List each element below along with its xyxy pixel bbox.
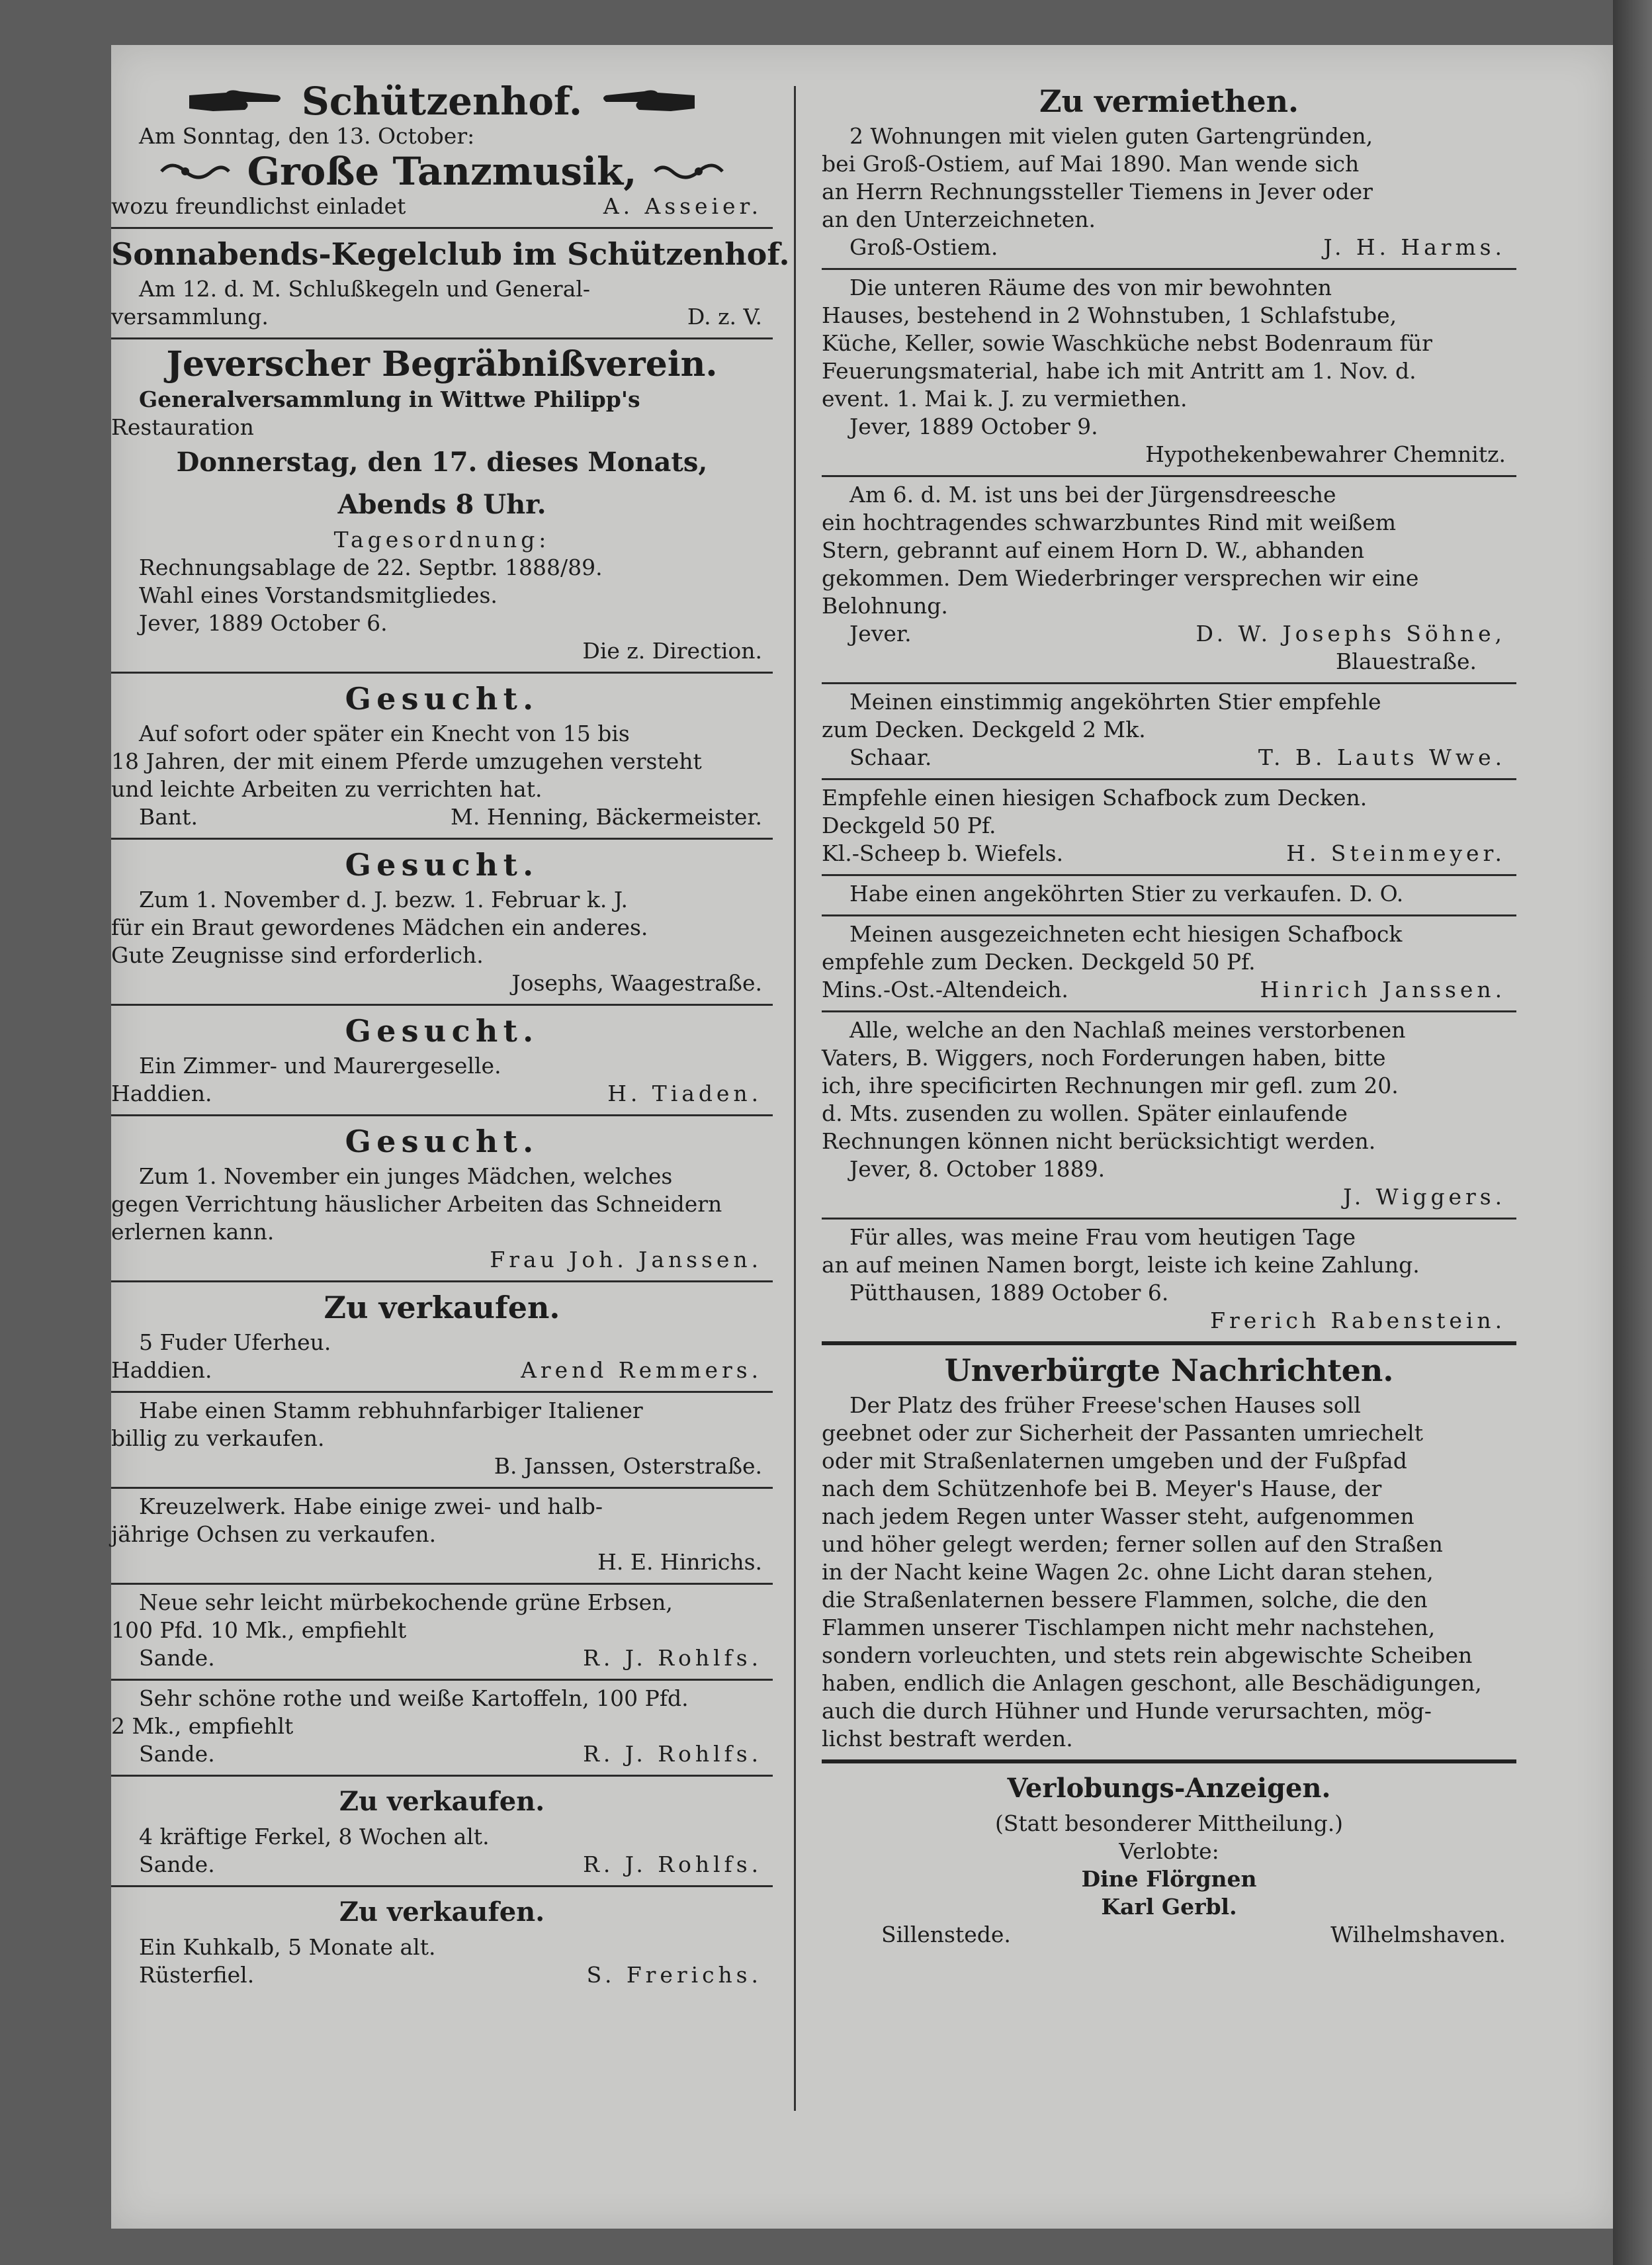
- erbsen-place: Sande.: [139, 1645, 215, 1671]
- gesucht-title: Gesucht.: [345, 681, 539, 717]
- rind-signature: D. W. Josephs Söhne,: [1196, 621, 1506, 646]
- nachrichten-line: nach dem Schützenhofe bei B. Meyer's Hause, der: [822, 1476, 1382, 1501]
- nachrichten-line: nach jedem Regen unter Wasser steht, aufgenommen: [822, 1503, 1414, 1529]
- gesucht-line: Zum 1. November d. J. bezw. 1. Februar k. J.: [139, 887, 628, 912]
- gesucht-place: Bant.: [139, 804, 198, 830]
- vermiethen-signature-row: [822, 234, 1516, 261]
- rind-line: Am 6. d. M. ist uns bei der Jürgensdreesche: [849, 482, 1336, 508]
- schuetzenhof-event: Große Tanzmusik,: [247, 149, 637, 194]
- verkaufen-signature: R. J. Rohlfs.: [583, 1851, 762, 1877]
- rind-line: gekommen. Dem Wiederbringer versprechen wir eine: [822, 565, 1419, 591]
- ad-stier: [822, 684, 1516, 780]
- nachrichten-line: haben, endlich die Anlagen geschont, alle Beschädigungen,: [822, 1670, 1482, 1696]
- nachrichten-line: oder mit Straßenlaternen umgeben und der Fußpfad: [822, 1448, 1407, 1474]
- ad-italiener: [111, 1393, 773, 1489]
- gesucht-line: gegen Verrichtung häuslicher Arbeiten das Schneidern: [111, 1191, 722, 1217]
- kegelclub-line: Am 12. d. M. Schlußkegeln und General-: [139, 276, 591, 302]
- schafbock-signature-row: [822, 840, 1516, 867]
- ad-erbsen: [111, 1585, 773, 1681]
- vermiethen-line: an Herrn Rechnungssteller Tiemens in Jever oder: [822, 179, 1373, 204]
- pointing-hand-left-icon: [598, 86, 697, 116]
- kegelclub-line: versammlung.: [111, 304, 269, 330]
- verkaufen-title: Zu verkaufen.: [324, 1290, 560, 1325]
- verkaufen-place: Sande.: [139, 1851, 215, 1877]
- rind-signature-row: [822, 620, 1516, 648]
- raeume-line: Küche, Keller, sowie Waschküche nebst Bodenraum für: [822, 330, 1432, 356]
- schuetzenhof-date: Am Sonntag, den 13. October:: [139, 123, 475, 149]
- verlobung-subtitle: (Statt besonderer Mittheilung.): [994, 1810, 1344, 1836]
- verkaufen-line: 5 Fuder Uferheu.: [139, 1329, 331, 1355]
- kartoffeln-line: Sehr schöne rothe und weiße Kartoffeln, 100 Pfd.: [139, 1685, 689, 1711]
- nachlass-line: Alle, welche an den Nachlaß meines verstorbenen: [849, 1017, 1406, 1043]
- ad-schafbock-steinmeyer: [822, 780, 1516, 876]
- gesucht-signature: H. Tiaden.: [607, 1081, 762, 1106]
- begraebnis-agenda-label: Tagesordnung:: [333, 527, 550, 553]
- ad-verkaufen-ferkel: [111, 1777, 773, 1887]
- raeume-line: Hauses, bestehend in 2 Wohnstuben, 1 Schlafstube,: [822, 302, 1397, 328]
- schafbock-signature: H. Steinmeyer.: [1286, 840, 1506, 866]
- column-divider: [794, 86, 796, 2111]
- verkaufen-signature: Arend Remmers.: [521, 1357, 762, 1383]
- gesucht-signature: Josephs, Waagestraße.: [511, 970, 762, 996]
- nachlass-line: Vaters, B. Wiggers, noch Forderungen haben, bitte: [822, 1045, 1386, 1071]
- verlobung-title: Verlobungs-Anzeigen.: [1007, 1773, 1331, 1804]
- schuetzenhof-invite: wozu freundlichst einladet: [111, 193, 406, 219]
- gesucht-place: Haddien.: [111, 1081, 212, 1106]
- zahlung-signature: Frerich Rabenstein.: [1210, 1308, 1506, 1333]
- begraebnis-line: Restauration: [111, 414, 254, 440]
- verlobung-name: Dine Flörgnen: [1081, 1866, 1257, 1892]
- nachrichten-line: sondern vorleuchten, und stets rein abgewischte Scheiben: [822, 1642, 1473, 1668]
- schafbock-line: empfehle zum Decken. Deckgeld 50 Pf.: [822, 949, 1256, 975]
- vermiethen-line: an den Unterzeichneten.: [822, 206, 1096, 232]
- ad-gesucht-schneidern: [111, 1116, 773, 1282]
- ad-kegelclub: [111, 229, 790, 339]
- schuetzenhof-event-row: [111, 150, 773, 193]
- schafbock-line: Empfehle einen hiesigen Schafbock zum Decken.: [822, 785, 1368, 811]
- begraebnis-date: Donnerstag, den 17. dieses Monats,: [176, 447, 708, 478]
- gesucht-line: Auf sofort oder später ein Knecht von 15 bis: [139, 721, 630, 746]
- ad-schuetzenhof: [111, 76, 773, 229]
- nachlass-line: Jever, 8. October 1889.: [849, 1156, 1106, 1182]
- ad-stier-verkaufen: [822, 876, 1516, 916]
- gesucht-line: erlernen kann.: [111, 1219, 275, 1245]
- verlobung-name: Karl Gerbl.: [1101, 1894, 1237, 1920]
- vermiethen-line: bei Groß-Ostiem, auf Mai 1890. Man wende sich: [822, 151, 1360, 177]
- verkaufen-place: Haddien.: [111, 1357, 212, 1383]
- nachlass-line: Rechnungen können nicht berücksichtigt werden.: [822, 1128, 1376, 1154]
- verlobung-place: Sillenstede.: [881, 1922, 1011, 1947]
- nachrichten-line: und höher gelegt werden; ferner sollen auf den Straßen: [822, 1531, 1443, 1557]
- gesucht-signature: M. Henning, Bäckermeister.: [451, 804, 762, 830]
- nachrichten-line: Der Platz des früher Freese'schen Hauses soll: [849, 1392, 1361, 1418]
- pointing-hand-right-icon: [187, 86, 286, 116]
- erbsen-line: 100 Pfd. 10 Mk., empfiehlt: [111, 1617, 407, 1643]
- stier-signature-row: [822, 744, 1516, 772]
- nachrichten-line: lichst bestraft werden.: [822, 1726, 1073, 1752]
- schuetzenhof-signature-row: [111, 193, 773, 220]
- ad-vermiethen-wohnungen: [822, 76, 1516, 270]
- vermiethen-place: Groß-Ostiem.: [849, 234, 998, 260]
- gesucht-signature: Frau Joh. Janssen.: [490, 1247, 762, 1272]
- verlobung-places-row: [822, 1921, 1516, 1949]
- raeume-line: event. 1. Mai k. J. zu vermiethen.: [822, 386, 1188, 412]
- ad-gesucht-knecht: [111, 674, 773, 840]
- kartoffeln-line: 2 Mk., empfiehlt: [111, 1713, 294, 1739]
- verlobung-label: Verlobte:: [1119, 1838, 1219, 1864]
- ochsen-line: Kreuzelwerk. Habe einige zwei- und halb-: [139, 1493, 603, 1519]
- ad-verkaufen-kuhkalb: [111, 1887, 773, 1996]
- vermiethen-line: 2 Wohnungen mit vielen guten Gartengründen,: [849, 123, 1373, 149]
- begraebnis-place-date: Jever, 1889 October 6.: [139, 610, 388, 636]
- verkaufen-line: 4 kräftige Ferkel, 8 Wochen alt.: [139, 1824, 490, 1849]
- raeume-line: Jever, 1889 October 9.: [849, 414, 1098, 439]
- zahlung-line: Für alles, was meine Frau vom heutigen Tage: [849, 1224, 1356, 1250]
- kartoffeln-signature: R. J. Rohlfs.: [583, 1741, 762, 1767]
- schafbock-line: Meinen ausgezeichneten echt hiesigen Schafbock: [849, 921, 1403, 947]
- verkaufen-line: Ein Kuhkalb, 5 Monate alt.: [139, 1934, 436, 1960]
- ad-gesucht-geselle: [111, 1006, 773, 1116]
- rind-line: ein hochtragendes schwarzbuntes Rind mit weißem: [822, 510, 1397, 535]
- verkaufen-title: Zu verkaufen.: [339, 1786, 545, 1817]
- verkaufen-signature-row: [111, 1961, 773, 1989]
- gesucht-signature-row: [111, 803, 773, 831]
- raeume-line: Feuerungsmaterial, habe ich mit Antritt am 1. Nov. d.: [822, 358, 1416, 384]
- verkaufen-signature-row: [111, 1356, 773, 1384]
- schafbock-place: Mins.-Ost.-Altendeich.: [822, 977, 1068, 1002]
- ad-schafbock-janssen: [822, 916, 1516, 1012]
- kartoffeln-signature-row: [111, 1740, 773, 1768]
- nachrichten-line: geebnet oder zur Sicherheit der Passanten umriechelt: [822, 1420, 1423, 1446]
- schafbock-place: Kl.-Scheep b. Wiefels.: [822, 840, 1064, 866]
- stier2-line: Habe einen angeköhrten Stier zu verkaufen. D. O.: [849, 881, 1404, 907]
- ad-zahlung: [822, 1220, 1516, 1345]
- verlobung-place: Wilhelmshaven.: [1330, 1922, 1506, 1947]
- vermiethen-signature: J. H. Harms.: [1323, 234, 1506, 260]
- ad-kartoffeln: [111, 1681, 773, 1777]
- begraebnis-time: Abends 8 Uhr.: [337, 489, 546, 520]
- ad-ochsen: [111, 1489, 773, 1585]
- gesucht-title: Gesucht.: [345, 847, 539, 883]
- nachlass-line: ich, ihre specificirten Rechnungen mir gefl. zum 20.: [822, 1073, 1399, 1098]
- gesucht-signature-row: [111, 1080, 773, 1108]
- ad-gesucht-maedchen: [111, 840, 773, 1006]
- zahlung-line: Pütthausen, 1889 October 6.: [849, 1280, 1169, 1306]
- verkaufen-signature-row: [111, 1851, 773, 1879]
- schuetzenhof-host: A. Asseier.: [603, 193, 762, 219]
- italiener-line: billig zu verkaufen.: [111, 1425, 325, 1451]
- ad-rind: [822, 477, 1516, 684]
- gesucht-title: Gesucht.: [345, 1013, 539, 1049]
- page-edge-shadow: [1613, 0, 1652, 2265]
- schafbock-signature: Hinrich Janssen.: [1260, 977, 1506, 1002]
- schafbock-line: Deckgeld 50 Pf.: [822, 813, 996, 838]
- raeume-signature: Hypothekenbewahrer Chemnitz.: [1145, 441, 1506, 467]
- gesucht-line: Gute Zeugnisse sind erforderlich.: [111, 942, 484, 968]
- ad-raeume: [822, 270, 1516, 477]
- begraebnis-agenda-item: Wahl eines Vorstandsmitgliedes.: [139, 582, 498, 608]
- gesucht-line: und leichte Arbeiten zu verrichten hat.: [111, 776, 543, 802]
- begraebnis-signature: Die z. Direction.: [582, 638, 762, 664]
- rind-line: Stern, gebrannt auf einem Horn D. W., abhanden: [822, 537, 1365, 563]
- left-column: [111, 76, 790, 1996]
- nachlass-line: d. Mts. zusenden zu wollen. Später einlaufende: [822, 1100, 1348, 1126]
- nachrichten-line: die Straßenlaternen bessere Flammen, solche, die den: [822, 1587, 1428, 1613]
- verkaufen-place: Rüsterfiel.: [139, 1962, 255, 1988]
- begraebnis-title: Jeverscher Begräbnißverein.: [166, 344, 718, 384]
- nachrichten-line: auch die durch Hühner und Hunde verursachten, mög-: [822, 1698, 1432, 1724]
- nachrichten-line: Flammen unserer Tischlampen nicht mehr nachstehen,: [822, 1615, 1436, 1640]
- gesucht-title: Gesucht.: [345, 1124, 539, 1159]
- begraebnis-agenda-item: Rechnungsablage de 22. Septbr. 1888/89.: [139, 555, 603, 580]
- italiener-signature: B. Janssen, Osterstraße.: [494, 1453, 762, 1479]
- gesucht-line: 18 Jahren, der mit einem Pferde umzugehen versteht: [111, 748, 702, 774]
- erbsen-signature-row: [111, 1644, 773, 1672]
- ochsen-signature: H. E. Hinrichs.: [597, 1549, 762, 1575]
- kartoffeln-place: Sande.: [139, 1741, 215, 1767]
- kegelclub-signature-row: [111, 303, 773, 331]
- ornament-left-icon: [159, 158, 232, 185]
- stier-signature: T. B. Lauts Wwe.: [1258, 744, 1506, 770]
- ad-verkaufen-uferheu: [111, 1282, 773, 1393]
- section-verlobungs-anzeigen: [822, 1763, 1516, 1955]
- stier-place: Schaar.: [849, 744, 932, 770]
- gesucht-line: für ein Braut gewordenes Mädchen ein anderes.: [111, 914, 648, 940]
- verkaufen-title: Zu verkaufen.: [339, 1896, 545, 1928]
- ornament-right-icon: [652, 158, 725, 185]
- section-unverbuergte-nachrichten: [822, 1345, 1516, 1763]
- vermiethen-title: Zu vermiethen.: [1039, 83, 1299, 119]
- stier-line: zum Decken. Deckgeld 2 Mk.: [822, 717, 1146, 742]
- erbsen-signature: R. J. Rohlfs.: [583, 1645, 762, 1671]
- gesucht-line: Ein Zimmer- und Maurergeselle.: [139, 1053, 501, 1079]
- raeume-line: Die unteren Räume des von mir bewohnten: [849, 275, 1332, 300]
- rind-place: Jever.: [849, 621, 912, 646]
- schuetzenhof-header: [111, 80, 773, 122]
- nachlass-signature: J. Wiggers.: [1343, 1184, 1506, 1210]
- zahlung-line: an auf meinen Namen borgt, leiste ich keine Zahlung.: [822, 1252, 1420, 1278]
- begraebnis-line: Generalversammlung in Wittwe Philipp's: [139, 386, 640, 412]
- kegelclub-title: Sonnabends-Kegelclub im Schützenhof.: [111, 236, 790, 272]
- rind-signature-address: Blauestraße.: [1336, 648, 1477, 674]
- right-column: [822, 76, 1516, 1955]
- erbsen-line: Neue sehr leicht mürbekochende grüne Erbsen,: [139, 1589, 673, 1615]
- ochsen-line: jährige Ochsen zu verkaufen.: [111, 1521, 437, 1547]
- stier-line: Meinen einstimmig angeköhrten Stier empfehle: [849, 689, 1381, 715]
- gesucht-line: Zum 1. November ein junges Mädchen, welches: [139, 1163, 673, 1189]
- nachrichten-title: Unverbürgte Nachrichten.: [944, 1353, 1394, 1388]
- nachrichten-line: in der Nacht keine Wagen 2c. ohne Licht daran stehen,: [822, 1559, 1434, 1585]
- ad-begraebnisverein: [111, 339, 773, 674]
- verkaufen-signature: S. Frerichs.: [586, 1962, 762, 1988]
- schafbock-signature-row: [822, 976, 1516, 1004]
- ad-nachlass: [822, 1012, 1516, 1220]
- rind-line: Belohnung.: [822, 593, 948, 619]
- schuetzenhof-title: Schützenhof.: [301, 79, 583, 124]
- kegelclub-signature: D. z. V.: [687, 304, 762, 330]
- italiener-line: Habe einen Stamm rebhuhnfarbiger Italiener: [139, 1398, 643, 1423]
